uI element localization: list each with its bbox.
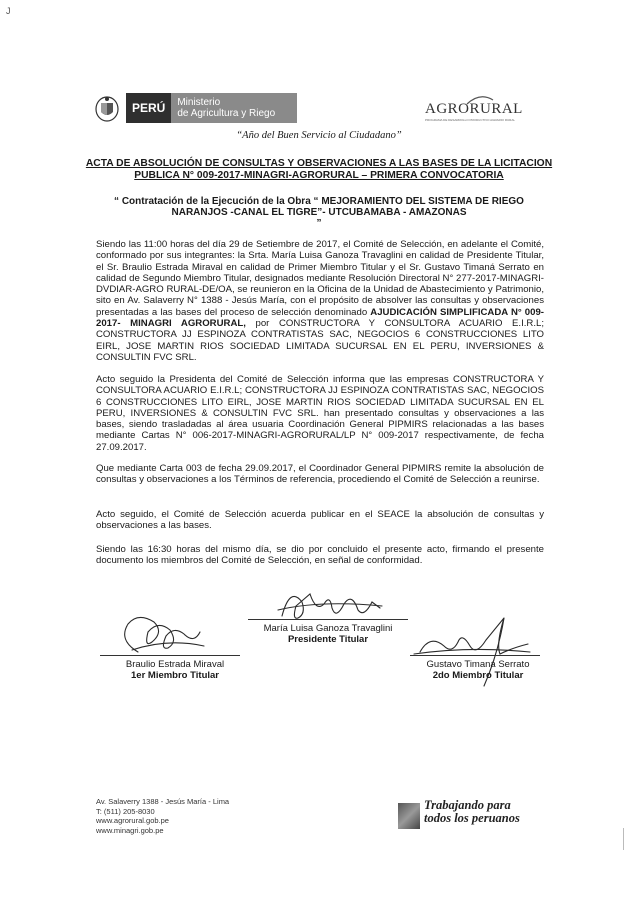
year-motto: “Año del Buen Servicio al Ciudadano” — [236, 130, 402, 141]
slogan-line: Trabajando para — [424, 798, 511, 812]
contract-subtitle — [86, 196, 552, 229]
ministry-logo — [92, 93, 297, 123]
paragraph-companies: Acto seguido la Presidenta del Comité de Selección informa que las empresas CONSTRUCTORA Y CONSULTORA ACUARIO E.I.R.L; CONSTRUCTORA JJ ESPINOZA CONTRATISTAS SAC, NEGOCIOS 6 CONSTRUCCIONES LITO EIRL, JOSE MARTIN RIOS SOCIEDAD LIMITADA SUCURSAL EN EL PERU, INVERSIONES & CONSULTIN FVC SRL. han presentado consultas y observaciones a las bases, siendo trasladadas al área usuaria Coordinación General PIPMIRS relacionadas a las bases mediante Cartas N° 006-2017-MINAGRI-AGRORURAL/LP N° 009-2017 respectivamente, de fecha 27.09.2017. — [96, 374, 544, 453]
agrorural-logo — [425, 101, 523, 122]
peru-coat-of-arms-icon — [92, 93, 122, 123]
document-title-line: ACTA DE ABSOLUCIÓN DE CONSULTAS Y OBSERVACIONES A LAS BASES DE LA LICITACION — [85, 158, 553, 169]
second-member-role: 2do Miembro Titular — [432, 670, 524, 681]
agrorural-name: AGRORURAL — [425, 101, 523, 117]
signature-line — [410, 655, 540, 656]
ministry-name — [171, 93, 297, 123]
footer-phone: T: (511) 205-8030 — [96, 806, 155, 816]
president-role: Presidente Titular — [287, 634, 369, 645]
paragraph-text: por CONSTRUCTORA Y CONSULTORA ACUARIO E.I.R.L; CONSTRUCTORA JJ ESPINOZA CONTRATISTAS SAC, NEGOCIOS 6 CONSTRUCCIONES LITO EIRL, JOSE MARTIN RIOS SOCIEDAD LIMITADA SUCURSAL EN EL PERU, INVERSIONES & CONSULTIN FVC SRL. — [96, 318, 545, 363]
footer-address: Av. Salaverry 1388 - Jesús María - Lima — [96, 797, 230, 806]
paragraph-text: Siendo las 11:00 horas del día 29 de Setiembre de 2017, el Comité de Selección, en adelante el Comité, conformado por sus integrantes: la Srta. María Luisa Ganoza Travaglini en calidad de Presidente Titular, el Sr. Braulio Estrada Miraval en calidad de Primer Miembro Titular y el Sr. Gustavo Timaná Serrato en calidad de Segundo Miembro Titular, designados mediante Resolución Directoral N° 277-2017-MINAGRI-DVDIAR-AGRO RURAL-DE/OA, se reunieron en la Oficina de la Unidad de Abastecimiento y Patrimonio, sito en Av. Salaverry N° 1388 - Jesús María, con el propósito de absolver las consultas y observaciones presentadas a las bases del proceso de selección denominado — [96, 239, 544, 318]
subtitle-line: “ Contratación de la Ejecución de la Obra “ MEJORAMIENTO DEL SISTEMA DE RIEGO — [114, 196, 524, 207]
document-title — [80, 158, 558, 182]
first-member-role: 1er Miembro Titular — [131, 670, 219, 681]
process-name: AJUDICACIÓN SIMPLIFICADA N° 009-2017- MINAGRI AGRORURAL, — [96, 306, 545, 330]
footer-website[interactable]: www.agrorural.gob.pe — [96, 816, 169, 825]
slogan-line: todos los peruanos — [424, 811, 520, 825]
peru-label: PERÚ — [126, 93, 171, 123]
subtitle-line: NARANJOS -CANAL EL TIGRE”- UTCUBAMABA - AMAZONAS — [171, 207, 467, 218]
president-name: María Luisa Ganoza Travaglini — [263, 623, 393, 634]
second-member-name: Gustavo Timaná Serrato — [426, 659, 530, 670]
scan-edge-mark — [623, 828, 624, 850]
ministry-name-line: Ministerio — [177, 97, 221, 108]
footer-contact — [96, 797, 229, 835]
paragraph-letter: Que mediante Carta 003 de fecha 29.09.2017, el Coordinador General PIPMIRS remite la absolución de consultas y observaciones a los Términos de referencia, procediendo el Comité de Selección a reunirse. — [96, 463, 544, 486]
footer-slogan — [424, 799, 520, 825]
page-mark: J — [6, 6, 11, 16]
first-member-name: Braulio Estrada Miraval — [125, 659, 225, 670]
signature-line — [100, 655, 240, 656]
footer-website[interactable]: www.minagri.gob.pe — [96, 825, 164, 835]
footer-photo — [398, 803, 420, 829]
ministry-name-line: de Agricultura y Riego — [177, 108, 276, 119]
paragraph-closing: Siendo las 16:30 horas del mismo día, se dio por concluido el presente acto, firmando el presente documento los miembros del Comité de Selección, en señal de conformidad. — [96, 544, 544, 567]
agrorural-subtitle: PROGRAMA DE DESARROLLO PRODUCTIVO AGRARIO RURAL — [425, 118, 516, 122]
document-title-line: PUBLICA N° 009-2017-MINAGRI-AGRORURAL – PRIMERA CONVOCATORIA — [134, 170, 504, 181]
paragraph-seace: Acto seguido, el Comité de Selección acuerda publicar en el SEACE la absolución de consultas y observaciones a las bases. — [96, 509, 544, 532]
subtitle-line: ” — [316, 218, 322, 229]
paragraph-opening — [96, 239, 544, 363]
signature-line — [248, 619, 408, 620]
